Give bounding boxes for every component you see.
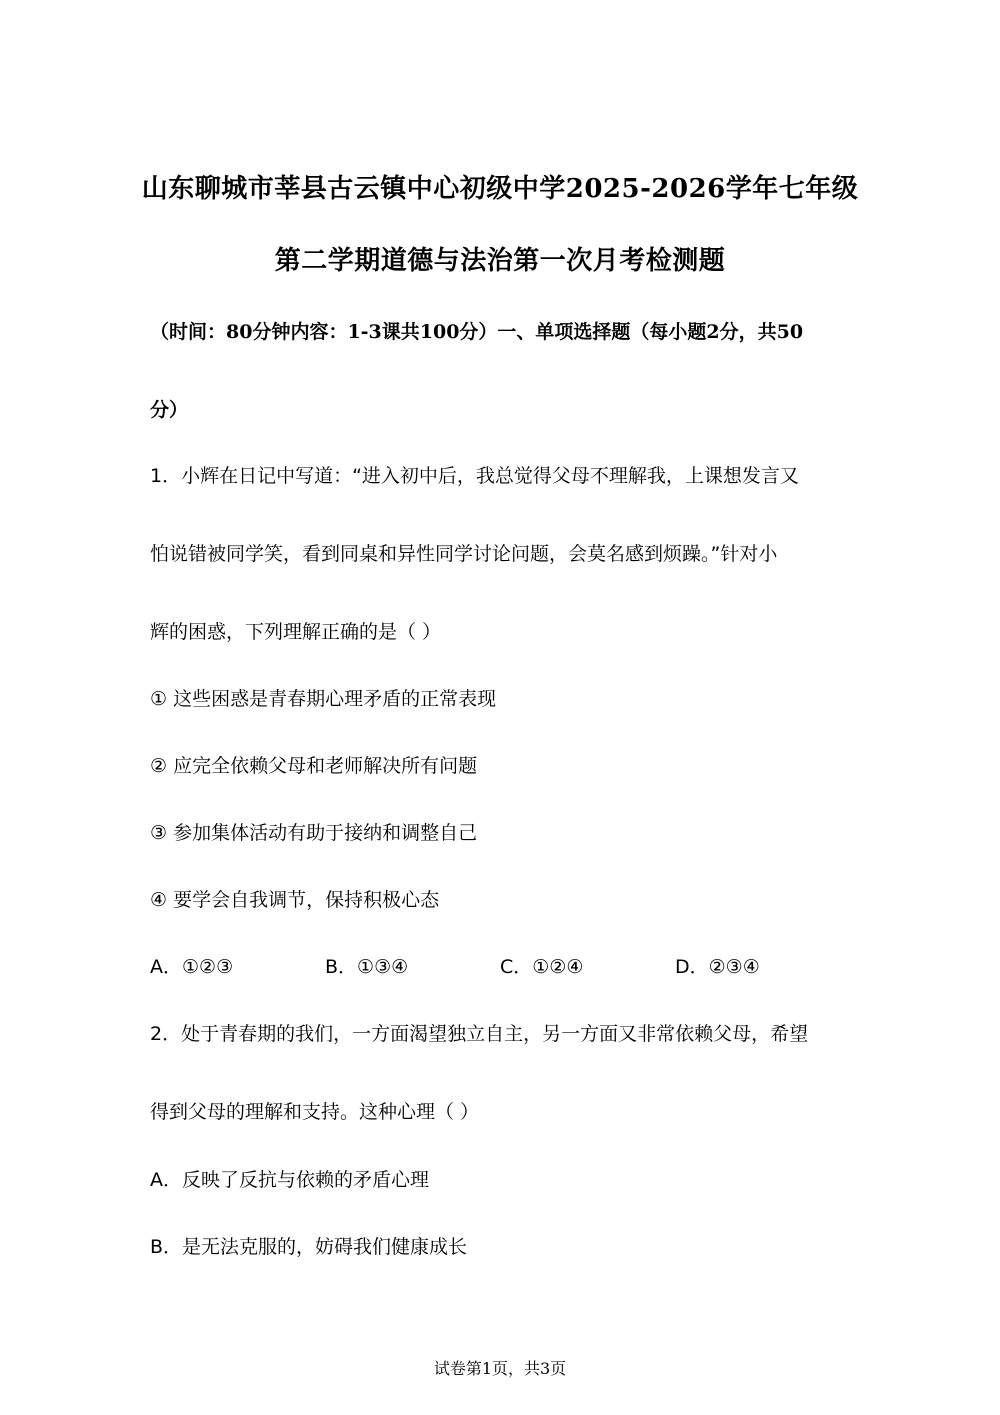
question-1-stem-line-1: 1．小辉在日记中写道：“进入初中后，我总觉得父母不理解我，上课想发言又 xyxy=(150,465,799,487)
question-1-statement-2: ② 应完全依赖父母和老师解决所有问题 xyxy=(150,755,478,777)
question-1-stem-line-3: 辉的困惑，下列理解正确的是（ ） xyxy=(150,621,442,643)
question-2-option-b: B．是无法克服的，妨碍我们健康成长 xyxy=(150,1236,468,1258)
question-2-stem-line-2: 得到父母的理解和支持。这种心理（ ） xyxy=(150,1101,480,1123)
question-1-option-b: B．①③④ xyxy=(325,956,409,978)
exam-info-line-1: （时间：80分钟内容：1-3课共100分）一、单项选择题（每小题2分，共50 xyxy=(150,321,804,343)
page-title-line-1: 山东聊城市莘县古云镇中心初级中学2025-2026学年七年级 xyxy=(141,174,859,204)
question-1-stem-line-2: 怕说错被同学笑，看到同桌和异性同学讨论问题，会莫名感到烦躁。”针对小 xyxy=(150,543,778,565)
question-2-stem-line-1: 2．处于青春期的我们，一方面渴望独立自主，另一方面又非常依赖父母，希望 xyxy=(150,1023,809,1045)
question-1-option-a: A．①②③ xyxy=(150,956,234,978)
question-2-option-a: A．反映了反抗与依赖的矛盾心理 xyxy=(150,1169,429,1191)
question-1-statement-1: ① 这些困惑是青春期心理矛盾的正常表现 xyxy=(150,688,497,710)
page-title-line-2: 第二学期道德与法治第一次月考检测题 xyxy=(274,246,726,276)
question-1-option-d: D．②③④ xyxy=(675,956,760,978)
page-number-footer: 试卷第1页，共3页 xyxy=(433,1359,567,1378)
question-1-statement-3: ③ 参加集体活动有助于接纳和调整自己 xyxy=(150,822,478,844)
question-1-statement-4: ④ 要学会自我调节，保持积极心态 xyxy=(150,889,440,911)
question-1-option-c: C．①②④ xyxy=(500,956,584,978)
exam-info-line-2: 分） xyxy=(150,399,189,421)
